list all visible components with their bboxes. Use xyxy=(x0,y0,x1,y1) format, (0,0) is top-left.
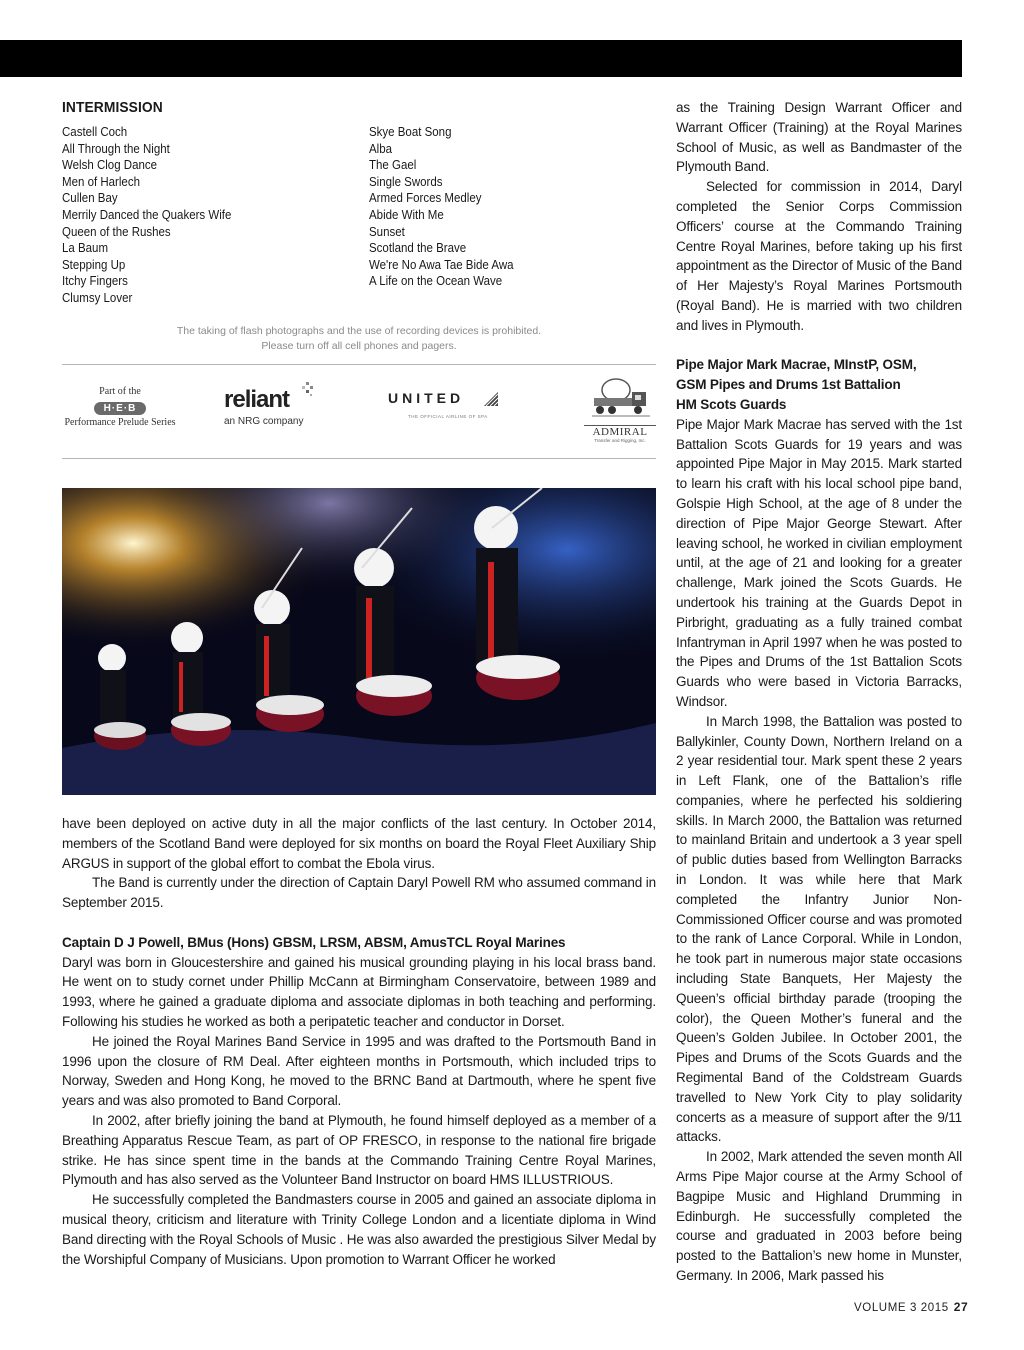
paragraph: as the Training Design Warrant Officer and Warrant Officer (Training) at the Royal Marines School of Music, as well as Bandmaster of the Plymouth Band. xyxy=(676,100,962,175)
section-heading-line: HM Scots Guards xyxy=(676,396,787,412)
united-subtitle: THE OFFICIAL AIRLINE OF SPA xyxy=(408,414,488,419)
reliant-subtitle: an NRG company xyxy=(224,416,304,427)
section-heading xyxy=(676,355,962,414)
programme-item: Clumsy Lover xyxy=(62,290,133,305)
heb-top-text: Part of the xyxy=(99,386,141,397)
notice-line-1: The taking of flash photographs and the use of recording devices is prohibited. xyxy=(176,325,542,337)
programme-item: Queen of the Rushes xyxy=(62,224,171,239)
intermission-section xyxy=(62,99,656,307)
intermission-heading: INTERMISSION xyxy=(62,99,163,116)
right-text-column xyxy=(676,98,962,1286)
paragraph: The Band is currently under the direction of Captain Daryl Powell RM who assumed command in September 2015. xyxy=(62,875,656,911)
united-logo xyxy=(388,390,512,419)
programme-item: Cullen Bay xyxy=(62,191,118,206)
paragraph: In March 1998, the Battalion was posted to Ballykinler, County Down, Northern Ireland on a 2 year residential tour. Mark spent these 2 years in Left Flank, one of the Battalion’s rifle companies, where he perfected his soldiering skills. In March 2000, the Battalion was returned to mainland Britain and undertook a 3 year spell of public duties based from Wellington Barracks in London. It was while here that Mark completed the Infantry Junior Non-Commissioned Officer course and was promoted to the rank of Lance Corporal. While in London, he took part in numerous major state occasions including State Banquets, Her Majesty the Queen’s official birthday parade (trooping the color), the Queen Mother’s funeral and the Queen’s Golden Jubilee. In October 2001, the Pipes and Drums of the Scots Guards and the Regimental Band of the Coldstream Guards travelled to New York City to play solidarity concerts as a measure of support after the 9/11 attacks. xyxy=(676,713,962,1145)
programme-item: Alba xyxy=(369,141,393,156)
band-photo xyxy=(62,488,656,795)
paragraph: In 2002, after briefly joining the band at Plymouth, he found himself deployed as a member of a Breathing Apparatus Rescue Team, as part of OP FRESCO, in response to the national fire brigade strike. He has since spent time in the bands at the Commando Training Centre Royal Marines, Plymouth and has also served as the Volunteer Band Instructor on board HMS ILLUSTRIOUS. xyxy=(62,1112,656,1188)
programme-item: Abide With Me xyxy=(369,207,444,222)
programme-item: All Through the Night xyxy=(62,141,170,156)
programme-item: A Life on the Ocean Wave xyxy=(369,274,503,289)
admiral-subtitle: Transfer and Rigging, Inc. xyxy=(594,438,646,443)
programme-list xyxy=(62,124,656,307)
page-footer xyxy=(854,1300,968,1314)
admiral-wordmark: ADMIRAL xyxy=(584,425,656,438)
heb-logo xyxy=(62,386,178,429)
marching-band-image xyxy=(62,488,656,795)
reliant-logo xyxy=(224,386,334,427)
paragraph: He joined the Royal Marines Band Service in 1995 and was drafted to the Portsmouth Band in 1996 upon the closure of RM Deal. After eighteen months in Portsmouth, which included trips to Norway, Sweden and Hong Kong, he moved to the BRNC Band at Dartmouth, where he spent five years and was also promoted to Band Corporal. xyxy=(62,1033,656,1109)
united-wordmark: UNITED xyxy=(388,390,465,406)
page-number: 27 xyxy=(953,1300,969,1314)
section-heading-line: Pipe Major Mark Macrae, MInstP, OSM, xyxy=(676,357,917,373)
paragraph: Daryl was born in Gloucestershire and gained his musical grounding playing in his local brass band. He went on to study cornet under Phillip McCann at Birmingham Conservatoire, between 1989 and 1993, where he gained a graduate diploma and associate diplomas in both teaching and performing. Following his studies he worked as both a peripatetic teacher and conductor in Dorset. xyxy=(62,954,656,1029)
programme-item: Sunset xyxy=(369,224,405,239)
programme-item: Stepping Up xyxy=(62,257,126,272)
programme-column-2 xyxy=(369,124,526,307)
programme-item: Merrily Danced the Quakers Wife xyxy=(62,207,232,222)
programme-item: La Baum xyxy=(62,241,109,256)
reliant-dots-icon xyxy=(300,382,316,398)
reliant-wordmark: reliant xyxy=(224,386,290,413)
programme-item: Men of Harlech xyxy=(62,174,140,189)
paragraph: In 2002, Mark attended the seven month All Arms Pipe Major course at the Army School of Bagpipe Music and Highland Drumming in Edinburgh. He successfully completed the course and graduated in 2003 before being posted to the Battalion’s new home in Munster, Germany. In 2006, Mark passed his xyxy=(676,1149,962,1284)
programme-item: We're No Awa Tae Bide Awa xyxy=(369,257,514,272)
divider-top xyxy=(62,364,656,365)
divider-bottom xyxy=(62,458,656,459)
programme-item: Skye Boat Song xyxy=(369,125,452,139)
volume-label: VOLUME 3 2015 xyxy=(854,1302,949,1314)
recording-notice xyxy=(62,324,656,354)
paragraph: have been deployed on active duty in all the major conflicts of the last century. In October 2014, members of the Scotland Band were deployed for six months on board the Royal Fleet Auxiliary Ship ARGUS in support of the global effort to combat the Ebola virus. xyxy=(62,816,656,871)
programme-item: Itchy Fingers xyxy=(62,274,128,289)
heb-badge: H·E·B xyxy=(94,402,147,415)
paragraph: He successfully completed the Bandmasters course in 2005 and gained an associate diploma in musical theory, criticism and literature with Trinity College London and a licentiate diploma in Wind Band directing with the Royal Schools of Music . He was also awarded the prestigious Silver Medal by the Worshipful Company of Musicians. Upon promotion to Warrant Officer he worked xyxy=(62,1192,656,1267)
paragraph: Selected for commission in 2014, Daryl completed the Senior Corps Commission Officers’ course at the Commando Training Centre Royal Marines, before taking up his first appointment as the Director of Music of the Band of Her Majesty’s Royal Marines Portsmouth (Royal Band). He is married with two children and lives in Plymouth. xyxy=(676,179,962,333)
programme-item: Single Swords xyxy=(369,174,443,189)
programme-item: The Gael xyxy=(369,158,417,173)
programme-item: Armed Forces Medley xyxy=(369,191,482,206)
programme-item: Scotland the Brave xyxy=(369,241,467,256)
heb-bottom-text: Performance Prelude Series xyxy=(64,417,176,428)
header-bar xyxy=(0,40,962,77)
united-globe-icon xyxy=(482,390,500,408)
notice-line-2: Please turn off all cell phones and pagers. xyxy=(261,340,457,352)
programme-item: Castell Coch xyxy=(62,125,128,139)
truck-icon xyxy=(588,378,652,420)
left-text-column xyxy=(62,814,656,1269)
programme-column-1 xyxy=(62,124,369,307)
admiral-logo xyxy=(584,378,656,443)
section-heading-line: GSM Pipes and Drums 1st Battalion xyxy=(676,377,901,393)
paragraph: Pipe Major Mark Macrae has served with the 1st Battalion Scots Guards for 19 years and was appointed Pipe Major in May 2015. Mark started to learn his craft with his local school pipe band, Golspie High School, at the age of 8 under the direction of Pipe Major George Stewart. After leaving school, he worked in civilian employment until, at the age of 21 and looking for a greater challenge, Mark joined the Scots Guards. He undertook his training at the Guards Depot in Pirbright, graduating as a fully trained combat Infantryman in April 1997 when he was posted to the Pipes and Drums of the 1st Battalion Scots Guards who were based in Victoria Barracks, Windsor. xyxy=(676,416,962,709)
programme-item: Welsh Clog Dance xyxy=(62,158,158,173)
section-heading: Captain D J Powell, BMus (Hons) GBSM, LRSM, ABSM, AmusTCL Royal Marines xyxy=(62,934,566,950)
